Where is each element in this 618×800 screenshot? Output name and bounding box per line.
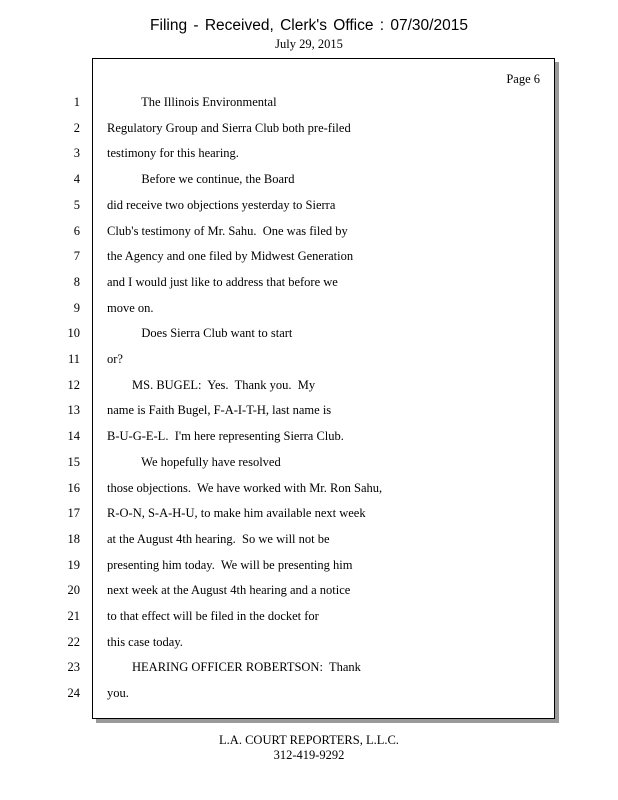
reporter-phone: 312-419-9292 — [273, 748, 345, 762]
reporter-company: L.A. COURT REPORTERS, L.L.C. — [219, 733, 399, 747]
line-text: B-U-G-E-L. I'm here representing Sierra Club. — [107, 429, 344, 444]
line-number: 20 — [67, 583, 80, 598]
line-number: 24 — [67, 686, 80, 701]
line-number: 12 — [67, 377, 80, 392]
line-number: 11 — [67, 352, 80, 366]
line-text: move on. — [107, 300, 154, 315]
line-number: 6 — [73, 223, 80, 238]
line-text: this case today. — [107, 634, 183, 649]
line-text: those objections. We have worked with Mr. Ron Sahu, — [107, 480, 383, 495]
filing-stamp: Filing - Received, Clerk's Office : 07/30/2015 — [150, 17, 468, 34]
line-text: Before we continue, the Board — [107, 172, 295, 187]
line-text: Does Sierra Club want to start — [107, 326, 293, 341]
line-number: 7 — [73, 249, 80, 264]
line-text: at the August 4th hearing. So we will not be — [107, 531, 330, 546]
line-text: or? — [107, 352, 123, 366]
line-number: 2 — [73, 120, 80, 135]
line-text: name is Faith Bugel, F-A-I-T-H, last name is — [107, 403, 332, 418]
line-number: 18 — [67, 531, 80, 546]
page-number: Page 6 — [506, 72, 540, 86]
line-text: you. — [107, 686, 129, 701]
line-text: to that effect will be filed in the docket for — [107, 609, 319, 623]
line-text: presenting him today. We will be presenting him — [107, 557, 353, 572]
line-number: 8 — [73, 274, 80, 289]
line-text: next week at the August 4th hearing and a notice — [107, 583, 351, 598]
line-text: MS. BUGEL: Yes. Thank you. My — [107, 377, 316, 392]
line-number: 21 — [67, 609, 80, 623]
line-text: Club's testimony of Mr. Sahu. One was filed by — [107, 223, 348, 238]
line-text: We hopefully have resolved — [107, 454, 281, 469]
line-number: 19 — [67, 557, 80, 572]
line-text: did receive two objections yesterday to Sierra — [107, 197, 336, 212]
line-number: 10 — [67, 326, 80, 341]
line-number: 4 — [73, 172, 80, 187]
transcript-date: July 29, 2015 — [275, 37, 343, 51]
line-number: 5 — [73, 197, 80, 212]
line-text: The Illinois Environmental — [107, 95, 277, 109]
line-text: testimony for this hearing. — [107, 146, 239, 161]
line-number: 13 — [67, 403, 80, 418]
line-number: 14 — [67, 429, 80, 444]
line-number: 22 — [67, 634, 80, 649]
line-number: 16 — [67, 480, 80, 495]
line-number: 15 — [67, 454, 80, 469]
line-text: the Agency and one filed by Midwest Generation — [107, 249, 354, 264]
line-text: HEARING OFFICER ROBERTSON: Thank — [107, 660, 361, 675]
line-text: and I would just like to address that before we — [107, 274, 338, 289]
line-number: 23 — [67, 660, 80, 675]
line-number: 9 — [73, 300, 80, 315]
line-number: 1 — [73, 95, 80, 109]
line-text: R-O-N, S-A-H-U, to make him available next week — [107, 506, 366, 521]
line-text: Regulatory Group and Sierra Club both pre-filed — [107, 120, 351, 135]
line-number: 17 — [67, 506, 80, 521]
line-number: 3 — [73, 146, 80, 161]
